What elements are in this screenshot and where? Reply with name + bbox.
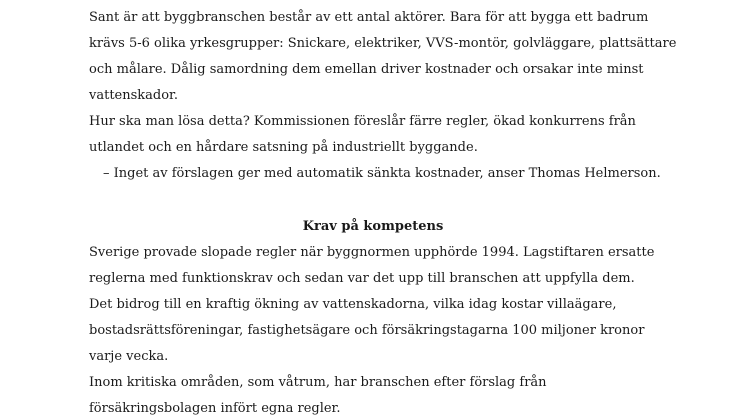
quote-line: – Inget av förslagen ger med automatik sänkta kostnader, anser Thomas Helmerson. [103,166,661,181]
text-line: och målare. Dålig samordning dem emellan driver kostnader och orsakar inte minst [89,62,644,77]
text-line: Inom kritiska områden, som våtrum, har branschen efter förslag från [89,375,547,390]
text-line: utlandet och en hårdare satsning på industriellt byggande. [89,140,478,155]
text-line: bostadsrättsföreningar, fastighetsägare och försäkringstagarna 100 miljoner kronor [89,323,645,338]
text-line: vattenskador. [89,88,178,103]
text-line: Det bidrog till en kraftig ökning av vattenskadorna, vilka idag kostar villaägare, [89,297,617,312]
text-line: varje vecka. [89,349,169,364]
section-heading: Krav på kompetens [302,219,444,234]
text-line: försäkringsbolagen infört egna regler. [89,401,341,416]
text-line: reglerna med funktionskrav och sedan var det upp till branschen att uppfylla dem. [89,271,635,286]
text-line: krävs 5-6 olika yrkesgrupper: Snickare, elektriker, VVS-montör, golvläggare, plattsättare [89,36,677,51]
text-line: Sverige provade slopade regler när byggnormen upphörde 1994. Lagstiftaren ersatte [89,245,655,260]
text-line: Sant är att byggbranschen består av ett antal aktörer. Bara för att bygga ett badrum [89,10,649,25]
text-line: Hur ska man lösa detta? Kommissionen föreslår färre regler, ökad konkurrens från [89,114,636,129]
